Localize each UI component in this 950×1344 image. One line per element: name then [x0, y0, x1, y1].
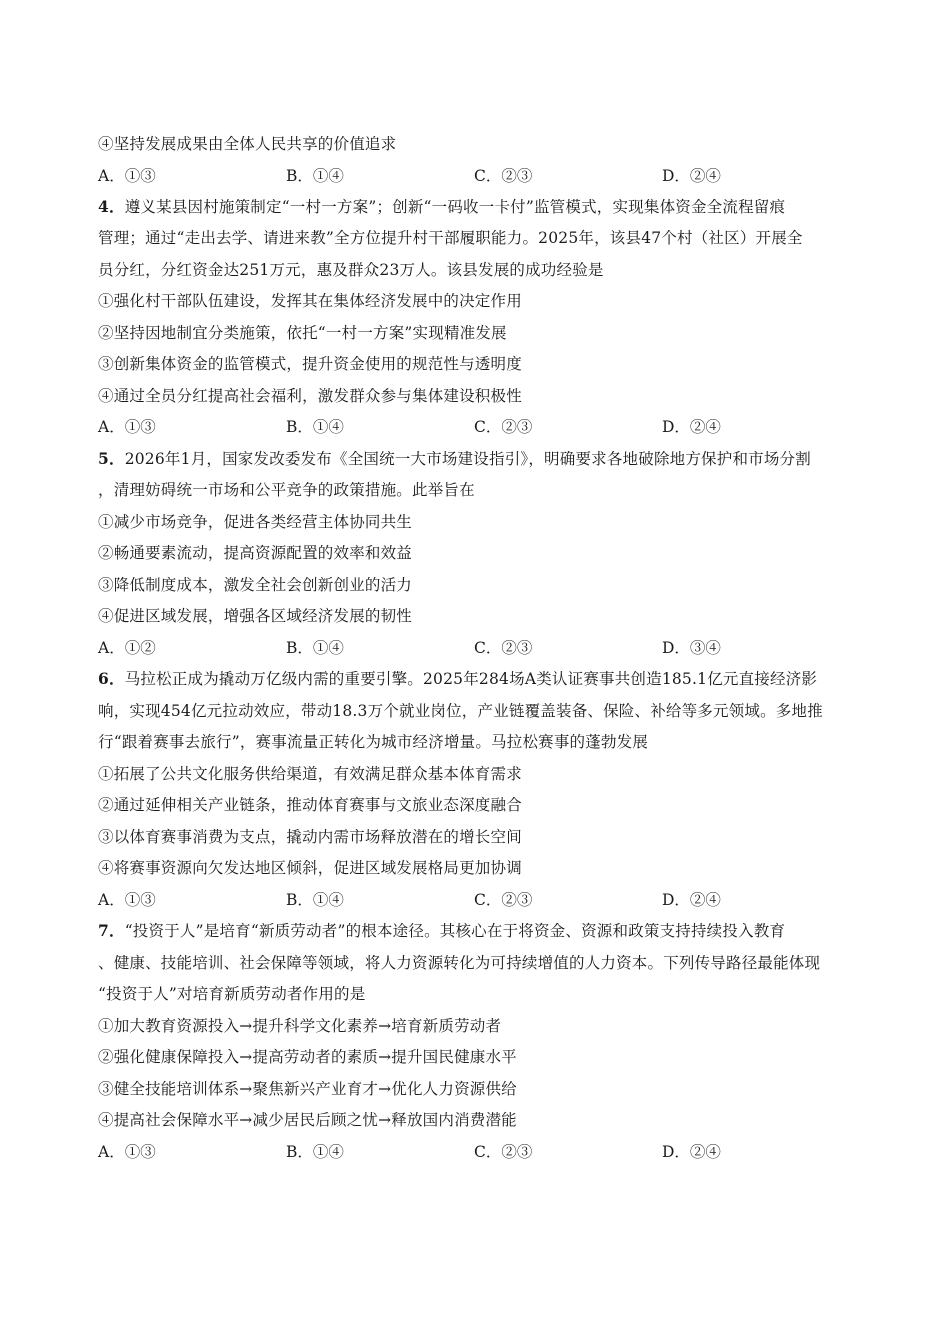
q6-statement-4: ④将赛事资源向欠发达地区倾斜，促进区域发展格局更加协调	[98, 859, 522, 877]
q4-stem-line-3: 员分红，分红资金达251万元，惠及群众23万人。该县发展的成功经验是	[98, 261, 604, 279]
q4-stem-line-1	[98, 197, 858, 217]
q4-option-a: A．①③	[98, 418, 156, 436]
q6-option-b: B．①④	[286, 891, 344, 909]
q3-option-d: D．②④	[662, 167, 721, 185]
q5-option-c: C．②③	[474, 639, 533, 657]
q7-option-b: B．①④	[286, 1143, 344, 1161]
q6-options	[98, 890, 858, 910]
q3-option-a: A．①③	[98, 167, 156, 185]
q6-option-d: D．②④	[662, 891, 721, 909]
q6-number: 6．	[98, 669, 125, 688]
q5-number: 5．	[98, 449, 125, 468]
q7-stem-line-3: “投资于人”对培育新质劳动者作用的是	[98, 985, 366, 1003]
q5-options	[98, 638, 858, 658]
q6-option-c: C．②③	[474, 891, 533, 909]
q7-stem-line-1	[98, 921, 858, 941]
q7-statement-2: ②强化健康保障投入→提高劳动者的素质→提升国民健康水平	[98, 1048, 517, 1066]
q7-options	[98, 1142, 858, 1162]
q3-options	[98, 166, 858, 186]
q7-statement-4: ④提高社会保障水平→减少居民后顾之忧→释放国内消费潜能	[98, 1111, 517, 1129]
q3-option-c: C．②③	[474, 167, 533, 185]
q4-stem-line-2: 管理；通过“走出去学、请进来教”全方位提升村干部履职能力。2025年，该县47个村（社区）开展全	[98, 229, 803, 247]
q3-statement-4: ④坚持发展成果由全体人民共享的价值追求	[98, 135, 397, 153]
q6-statement-3: ③以体育赛事消费为支点，撬动内需市场释放潜在的增长空间	[98, 828, 522, 846]
q5-option-a: A．①②	[98, 639, 156, 657]
q5-option-d: D．③④	[662, 639, 721, 657]
q3-option-b: B．①④	[286, 167, 344, 185]
q5-stem-line-1	[98, 449, 858, 469]
q6-option-a: A．①③	[98, 891, 156, 909]
q5-statement-2: ②畅通要素流动，提高资源配置的效率和效益	[98, 544, 413, 562]
q7-stem-text-1: “投资于人”是培育“新质劳动者”的根本途径。其核心在于将资金、资源和政策支持持续投入教育	[124, 922, 786, 940]
q7-option-a: A．①③	[98, 1143, 156, 1161]
q5-stem-line-2: ，清理妨碍统一市场和公平竞争的政策措施。此举旨在	[98, 481, 475, 499]
q4-options	[98, 417, 858, 437]
q4-statement-3: ③创新集体资金的监管模式，提升资金使用的规范性与透明度	[98, 355, 522, 373]
q4-number: 4．	[98, 197, 125, 216]
q7-statement-3: ③健全技能培训体系→聚焦新兴产业育才→优化人力资源供给	[98, 1080, 517, 1098]
q6-stem-line-2: 响，实现454亿元拉动效应，带动18.3万个就业岗位，产业链覆盖装备、保险、补给等多元领域。多地推	[98, 702, 823, 720]
q7-stem-line-2: 、健康、技能培训、社会保障等领域，将人力资源转化为可持续增值的人力资本。下列传导路径最能体现	[98, 954, 821, 972]
q4-statement-4: ④通过全员分红提高社会福利，激发群众参与集体建设积极性	[98, 387, 522, 405]
q6-stem-text-1: 马拉松正成为撬动万亿级内需的重要引擎。2025年284场A类认证赛事共创造185.1亿元直接经济影	[124, 670, 818, 688]
q7-option-d: D．②④	[662, 1143, 721, 1161]
q4-option-b: B．①④	[286, 418, 344, 436]
q4-option-d: D．②④	[662, 418, 721, 436]
q4-stem-text-1: 遵义某县因村施策制定“一村一方案”；创新“一码收一卡付”监管模式，实现集体资金全流程留痕	[124, 198, 786, 216]
q5-option-b: B．①④	[286, 639, 344, 657]
q6-statement-1: ①拓展了公共文化服务供给渠道，有效满足群众基本体育需求	[98, 765, 522, 783]
q4-option-c: C．②③	[474, 418, 533, 436]
q4-statement-1: ①强化村干部队伍建设，发挥其在集体经济发展中的决定作用	[98, 292, 522, 310]
q5-statement-3: ③降低制度成本，激发全社会创新创业的活力	[98, 576, 413, 594]
q7-option-c: C．②③	[474, 1143, 533, 1161]
q5-statement-1: ①减少市场竞争，促进各类经营主体协同共生	[98, 513, 413, 531]
q6-stem-line-3: 行“跟着赛事去旅行”，赛事流量正转化为城市经济增量。马拉松赛事的蓬勃发展	[98, 733, 649, 751]
q5-statement-4: ④促进区域发展，增强各区域经济发展的韧性	[98, 607, 413, 625]
q7-statement-1: ①加大教育资源投入→提升科学文化素养→培育新质劳动者	[98, 1017, 502, 1035]
q6-stem-line-1	[98, 669, 858, 689]
q6-statement-2: ②通过延伸相关产业链条，推动体育赛事与文旅业态深度融合	[98, 796, 522, 814]
q4-statement-2: ②坚持因地制宜分类施策，依托“一村一方案”实现精准发展	[98, 324, 507, 342]
q7-number: 7．	[98, 921, 125, 940]
q5-stem-text-1: 2026年1月，国家发改委发布《全国统一大市场建设指引》，明确要求各地破除地方保护和市场分割	[124, 450, 811, 468]
